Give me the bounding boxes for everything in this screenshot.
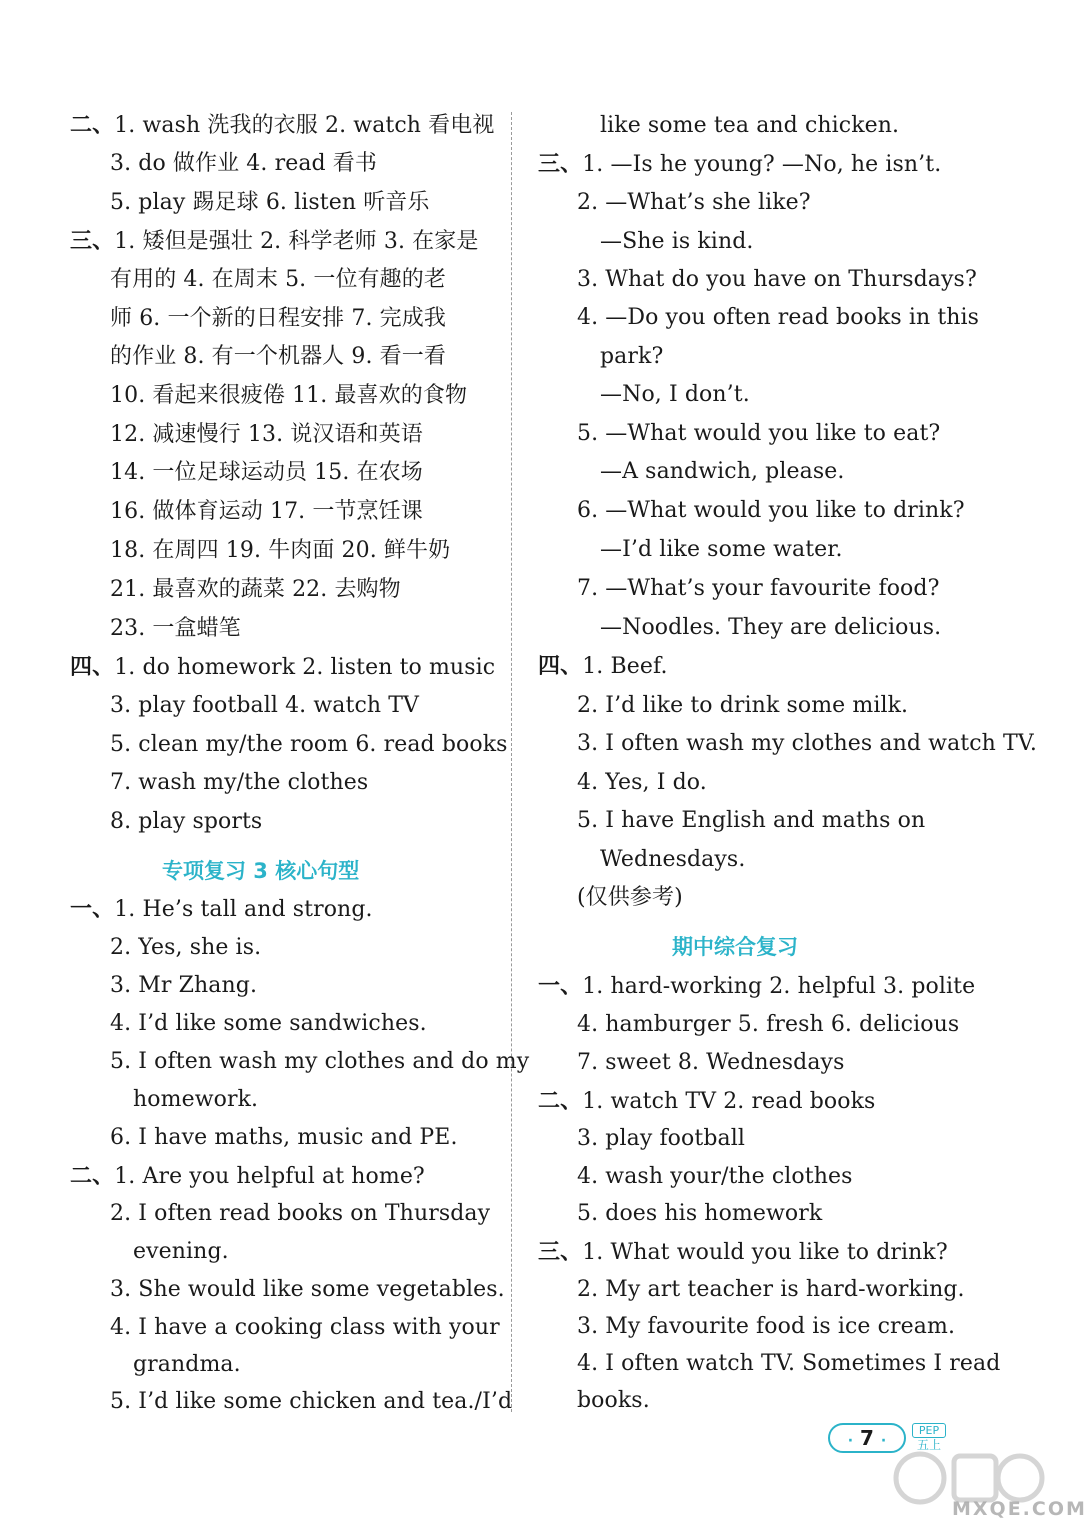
answer-line [600,228,754,256]
answer-line [577,1276,965,1304]
answer-text: —Noodles. They are delicious. [600,615,942,640]
section-heading: 专项复习 3 核心句型 [162,859,360,883]
answer-text: 8. play sports [110,809,263,834]
answer-line [600,846,745,874]
answer-text: 5. I’d like some chicken and tea./I’d [110,1389,513,1414]
watermark-text: MXQE.COM [952,1498,1087,1520]
answer-text: —She is kind. [600,229,754,254]
answer-text: 4. hamburger 5. fresh 6. delicious [577,1012,960,1037]
edition-grade: 五上 [916,1438,941,1452]
answer-line [577,497,965,525]
answer-line [577,1011,959,1039]
answer-line [110,189,430,217]
answer-text: 7. sweet 8. Wednesdays [577,1050,845,1075]
answer-line [600,614,941,642]
answer-text: park? [600,344,664,369]
answer-line [577,575,939,603]
answer-text: 3. I often wash my clothes and watch TV. [577,731,1038,756]
answer-line [110,808,262,836]
page-dot-right: · [880,1433,887,1449]
answer-text: like some tea and chicken. [600,113,900,138]
answer-text: 3. play football [577,1126,745,1151]
answer-text: 4. wash your/the clothes [577,1164,853,1189]
answer-text: Wednesdays. [600,847,746,872]
answer-line [577,189,811,217]
answer-line [110,537,450,565]
answer-line [70,654,495,682]
answer-text: 21. 最喜欢的蔬菜 22. 去购物 [110,577,401,602]
answer-line [577,807,925,835]
answer-line [600,458,844,486]
answer-text: evening. [133,1239,229,1264]
answer-line [577,304,979,332]
answer-line [577,1313,955,1341]
answer-line [110,343,446,371]
answer-text: books. [577,1388,650,1413]
answer-text: 5. —What would you like to eat? [577,421,941,446]
answer-text: 10. 看起来很疲倦 11. 最喜欢的食物 [110,383,468,408]
edition-pep: PEP [912,1423,946,1438]
answer-text: 18. 在周四 19. 牛肉面 20. 鲜牛奶 [110,538,451,563]
answer-text: —No, I don’t. [600,382,750,407]
answer-line [577,1049,844,1077]
section-marker: 三、 [538,152,583,177]
answer-text: 5. play 踢足球 6. listen 听音乐 [110,190,430,215]
answer-line [110,1048,529,1076]
section-marker: 一、 [538,974,583,999]
answer-line [110,576,401,604]
answer-line [110,1200,490,1228]
answer-line [110,934,261,962]
answer-line [577,1200,822,1228]
answer-text: 7. wash my/the clothes [110,770,369,795]
answer-line [70,1163,425,1191]
answer-text: 3. Mr Zhang. [110,973,258,998]
answer-text: grandma. [133,1352,241,1377]
answer-text: 1. 矮但是强壮 2. 科学老师 3. 在家是 [114,229,479,254]
answer-line [577,769,707,797]
answer-line [110,1276,505,1304]
answer-text: 1. watch TV 2. read books [582,1089,876,1114]
answer-text: 3. What do you have on Thursdays? [577,267,977,292]
answer-line [110,305,446,333]
answer-text: 2. I’d like to drink some milk. [577,693,909,718]
section-marker: 四、 [538,654,583,679]
answer-line [110,1388,512,1416]
answer-text: 1. hard-working 2. helpful 3. polite [582,974,976,999]
answer-line [577,692,908,720]
answer-text: 1. Are you helpful at home? [114,1164,425,1189]
section-marker: 二、 [70,1164,115,1189]
answer-line [133,1086,258,1114]
page-dot-left: · [847,1433,854,1449]
answer-line [600,536,843,564]
answer-text: 5. I have English and maths on [577,808,926,833]
answer-text: 7. —What’s your favourite food? [577,576,940,601]
answer-line [70,112,494,140]
answer-line [110,1010,427,1038]
section-marker: 三、 [70,229,115,254]
answer-text: 的作业 8. 有一个机器人 9. 看一看 [110,344,446,369]
answer-text: —I’d like some water. [600,537,843,562]
answer-line [110,972,257,1000]
answer-text: 16. 做体育运动 17. 一节烹饪课 [110,499,423,524]
answer-line [538,151,941,179]
answer-line [110,615,241,643]
answer-text: 3. My favourite food is ice cream. [577,1314,956,1339]
answer-text: 12. 减速慢行 13. 说汉语和英语 [110,422,423,447]
answer-text: (仅供参考) [577,885,683,910]
answer-line [600,381,750,409]
column-divider [511,112,512,1412]
answer-text: 6. I have maths, music and PE. [110,1125,458,1150]
answer-text: 1. What would you like to drink? [582,1240,948,1265]
answer-line [110,266,446,294]
answer-text: 有用的 4. 在周末 5. 一位有趣的老 [110,267,446,292]
answer-line [110,1314,500,1342]
section-marker: 三、 [538,1240,583,1265]
answer-text: 3. She would like some vegetables. [110,1277,505,1302]
answer-line [110,150,377,178]
answer-text: 1. do homework 2. listen to music [114,655,496,680]
answer-line [577,1163,853,1191]
section-marker: 一、 [70,897,115,922]
answer-text: 4. I’d like some sandwiches. [110,1011,427,1036]
answer-line [110,421,423,449]
answer-text: 2. My art teacher is hard-working. [577,1277,965,1302]
answer-text: 1. Beef. [582,654,668,679]
answer-line [577,730,1037,758]
answer-text: 5. does his homework [577,1201,823,1226]
answer-text: 3. play football 4. watch TV [110,693,419,718]
answer-text: 3. do 做作业 4. read 看书 [110,151,378,176]
answer-text: 5. I often wash my clothes and do my [110,1049,530,1074]
answer-text: 4. I often watch TV. Sometimes I read [577,1351,1001,1376]
answer-text: —A sandwich, please. [600,459,845,484]
answer-line [577,1387,650,1415]
answer-text: 1. —Is he young? —No, he isn’t. [582,152,942,177]
answer-line [538,973,975,1001]
answer-line [577,884,683,912]
answer-text: 5. clean my/the room 6. read books [110,732,508,757]
answer-line [133,1238,229,1266]
answer-line [110,692,419,720]
answer-text: 1. He’s tall and strong. [114,897,373,922]
page-number: 7 [860,1426,874,1450]
answer-text: 1. wash 洗我的衣服 2. watch 看电视 [114,113,495,138]
answer-line [577,266,977,294]
answer-text: 4. —Do you often read books in this [577,305,980,330]
answer-text: 14. 一位足球运动员 15. 在农场 [110,460,423,485]
answer-line [110,1124,458,1152]
answer-line [110,769,368,797]
answer-text: 23. 一盒蜡笔 [110,616,241,641]
answer-line [538,1239,948,1267]
answer-text: 4. I have a cooking class with your [110,1315,500,1340]
answer-line [133,1351,241,1379]
answer-text: 师 6. 一个新的日程安排 7. 完成我 [110,306,446,331]
answer-line [577,420,940,448]
answer-text: 2. I often read books on Thursday [110,1201,491,1226]
section-marker: 二、 [70,113,115,138]
answer-line [577,1125,745,1153]
answer-line [110,731,508,759]
answer-line [600,343,663,371]
section-heading: 期中综合复习 [672,935,798,959]
answer-line [538,653,668,681]
answer-line [110,382,467,410]
answer-text: 4. Yes, I do. [577,770,707,795]
answer-line [538,1088,875,1116]
answer-text: homework. [133,1087,259,1112]
answer-line [577,1350,1000,1378]
answer-text: 2. —What’s she like? [577,190,811,215]
answer-line [70,896,373,924]
section-marker: 四、 [70,655,115,680]
answer-line [600,112,899,140]
answer-line [110,459,423,487]
answer-line [70,228,478,256]
answer-line [110,498,423,526]
answer-text: 2. Yes, she is. [110,935,262,960]
section-marker: 二、 [538,1089,583,1114]
answer-text: 6. —What would you like to drink? [577,498,965,523]
